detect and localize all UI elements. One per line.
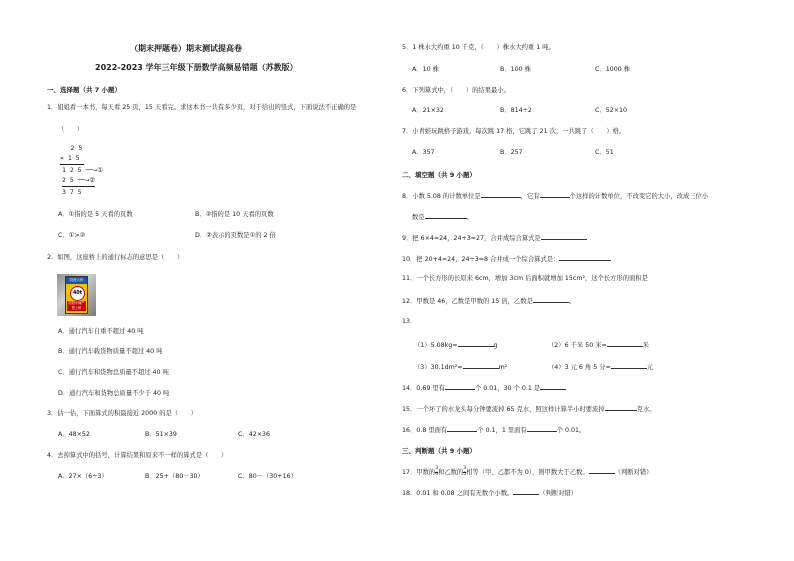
option-b: B．257: [500, 149, 523, 156]
question-11: [402, 275, 648, 283]
answer-blank[interactable]: [559, 254, 611, 261]
sign-footer: 超限车辆严禁上桥: [68, 301, 85, 310]
answer-blank[interactable]: [445, 383, 475, 390]
question-10: [402, 254, 611, 264]
q16-text: 个 0.01。: [556, 427, 586, 434]
answer-blank[interactable]: [481, 191, 521, 198]
weight-limit-icon: 40t: [70, 286, 85, 301]
bridge-weight-limit-image: [57, 274, 96, 316]
q9-text: 9．把 6×4=24，24+3=27，合并成综合算式是: [402, 235, 541, 242]
answer-blank[interactable]: [533, 296, 569, 303]
option-c: C．1000 株: [595, 66, 631, 73]
answer-blank[interactable]: [605, 404, 637, 411]
q8-text: 个这样的计数单位，不改变它的大小，改成三位小: [569, 193, 709, 200]
option-c: C．①>②: [58, 232, 86, 239]
option-c: C．42×36: [238, 431, 270, 438]
q11-text: 11．一个长方形的长原来 6cm，增加 3cm 后面积就增加 15cm²，这个长方形的面积是: [402, 275, 648, 282]
option-c: C．通行汽车和货物总质量不超过 40 吨: [58, 369, 169, 376]
q18-text: 18．0.01 和 0.08 之间有无数个小数。: [402, 490, 514, 497]
answer-blank[interactable]: [607, 340, 643, 347]
q13-text: （4）3 元 6 角 5 分=: [548, 364, 611, 371]
answer-blank[interactable]: [458, 340, 494, 347]
fraction-3-5: $\frac{3}{5}$: [463, 466, 467, 477]
q13-item-3: [414, 362, 507, 372]
option-a: A．48×52: [58, 431, 90, 438]
q14-text: 14．0.69 里有: [402, 385, 445, 392]
question-16: [402, 425, 585, 435]
question-14: [402, 383, 566, 393]
option-a: A．通行汽车自重不超过 40 吨: [58, 328, 144, 335]
q13-text: （1）5.08kg=: [414, 342, 458, 349]
question-5: 5．1 株水大约重 10 千克，（ ）株水大约重 1 吨。: [402, 44, 555, 51]
option-a: A．21×32: [412, 107, 444, 114]
answer-blank[interactable]: [540, 191, 570, 198]
q16-text: 个 0.1，1 里面有: [477, 427, 527, 434]
section-choice: 一、选择题（共 7 小题）: [47, 86, 122, 94]
q14-text: 个 0.01，30 个 0.1 是: [474, 385, 541, 392]
calc-line: 2 5 ──→②: [62, 176, 95, 187]
q13-item-4: [548, 362, 653, 372]
q17-text: 相等（甲、乙都不为 0），则甲数大于乙数。: [466, 469, 589, 476]
answer-blank[interactable]: [541, 233, 587, 240]
option-d: D．通行汽车和货物总质量不少于 40 吨: [58, 390, 170, 397]
fraction-3-4: $\frac{3}{4}$: [435, 466, 439, 477]
answer-blank[interactable]: [425, 212, 467, 219]
option-b: B．②指的是 10 天看的页数: [195, 211, 274, 218]
q17-text: （判断对错）: [614, 469, 653, 476]
q17-text: 17．甲数的: [402, 469, 436, 476]
answer-blank[interactable]: [540, 383, 566, 390]
q15-text: 克水。: [636, 406, 656, 413]
q8-text: 8．小数 5.08 的计数单位是: [402, 193, 481, 200]
q10-text: 10．把 20+4=24，24÷3=8 合并成一个综合算式是：: [402, 256, 560, 263]
option-a: A．357: [412, 149, 435, 156]
question-18: [402, 488, 577, 498]
calc-line: × 1 5: [60, 154, 84, 165]
calc-line: 1 2 5 ──→①: [62, 166, 104, 174]
sign-board: [65, 276, 88, 314]
question-8: [402, 191, 708, 201]
answer-blank[interactable]: [611, 362, 647, 369]
question-1: 1．姐姐看一本书，每天看 25 页，15 天看完。求这本书一共有多少页，对于给出的竖式，下面说法不正确的是: [47, 104, 357, 111]
section-true-false: 三、判断题（共 9 小题）: [402, 447, 477, 455]
option-b: B．51×39: [145, 431, 177, 438]
question-4: 4．去掉算式中的括号，计算结果和原来不一样的算式是（ ）: [47, 452, 228, 459]
q13-unit: m²: [498, 364, 508, 371]
question-15: [402, 404, 656, 414]
question-2: 2．如图，这座桥上的通行标志的意思是（ ）: [47, 254, 184, 261]
q13-unit: 元: [646, 364, 654, 371]
option-b: B．通行汽车载货物质量不超过 40 吨: [58, 348, 163, 355]
option-c: C．80－（30+16）: [238, 473, 297, 480]
option-a: A．27×（6÷3）: [58, 473, 108, 480]
answer-blank[interactable]: [513, 488, 539, 495]
option-c: C．52×10: [595, 107, 627, 114]
question-8-cont: [412, 212, 473, 222]
q8-text: ，它有: [520, 193, 540, 200]
question-3: 3．估一估，下面算式的积最接近 2000 的是（ ）: [47, 410, 197, 417]
q13-item-2: [548, 340, 649, 350]
sign-header: 同流大桥: [66, 277, 87, 284]
q16-text: 16．0.8 里面有: [402, 427, 448, 434]
question-13: 13．: [402, 318, 417, 325]
q12-text: 12．甲数是 46，乙数是甲数的 15 倍，乙数是: [402, 298, 533, 305]
question-12: [402, 296, 575, 306]
q13-unit: 米: [642, 342, 650, 349]
q13-text: （2）6 千米 50 米=: [548, 342, 607, 349]
answer-blank[interactable]: [589, 467, 615, 474]
option-a: A．10 株: [412, 66, 439, 73]
option-c: C．51: [595, 149, 614, 156]
option-b: B．814÷2: [500, 107, 532, 114]
section-fill-in: 二、填空题（共 9 小题）: [402, 171, 477, 179]
q15-text: 15．一个坏了的水龙头每分钟要流掉 65 克水，照这样计算半小时要流掉: [402, 406, 605, 413]
page-subtitle: 2022-2023 学年三年级下册数学高频易错题（苏教版）: [95, 63, 298, 72]
option-a: A．①指的是 5 天看的页数: [58, 211, 133, 218]
option-b: B．25+（80－30）: [145, 473, 204, 480]
option-d: D．②表示的页数是①的 2 倍: [195, 232, 276, 239]
answer-blank[interactable]: [447, 425, 477, 432]
q8-text: 数是: [412, 214, 425, 221]
calc-line: 3 7 5: [62, 188, 82, 196]
question-6: 6．下列算式中，（ ）的结果最小。: [402, 87, 510, 94]
page-title: （期末押题卷）期末测试提高卷: [130, 44, 242, 53]
answer-blank[interactable]: [463, 362, 499, 369]
q12-text: 。: [568, 298, 576, 305]
q13-unit: g: [493, 342, 498, 349]
question-17: [402, 467, 652, 477]
question-9: [402, 233, 587, 243]
q8-text: 。: [466, 214, 473, 221]
q13-text: （3）30.1dm²=: [414, 364, 463, 371]
q18-text: （判断对错）: [539, 490, 578, 497]
calc-line: 2 5: [64, 144, 83, 152]
answer-blank[interactable]: [527, 425, 557, 432]
question-7: 7．小青蛙玩跳格子游戏，每次跳 17 格，它跳了 21 次，一共跳了（ ）格。: [402, 128, 626, 135]
q13-item-1: [414, 340, 498, 350]
option-b: B．100 株: [500, 66, 531, 73]
q17-text: 和乙数的: [438, 469, 464, 476]
question-1-paren: （ ）: [58, 126, 84, 133]
